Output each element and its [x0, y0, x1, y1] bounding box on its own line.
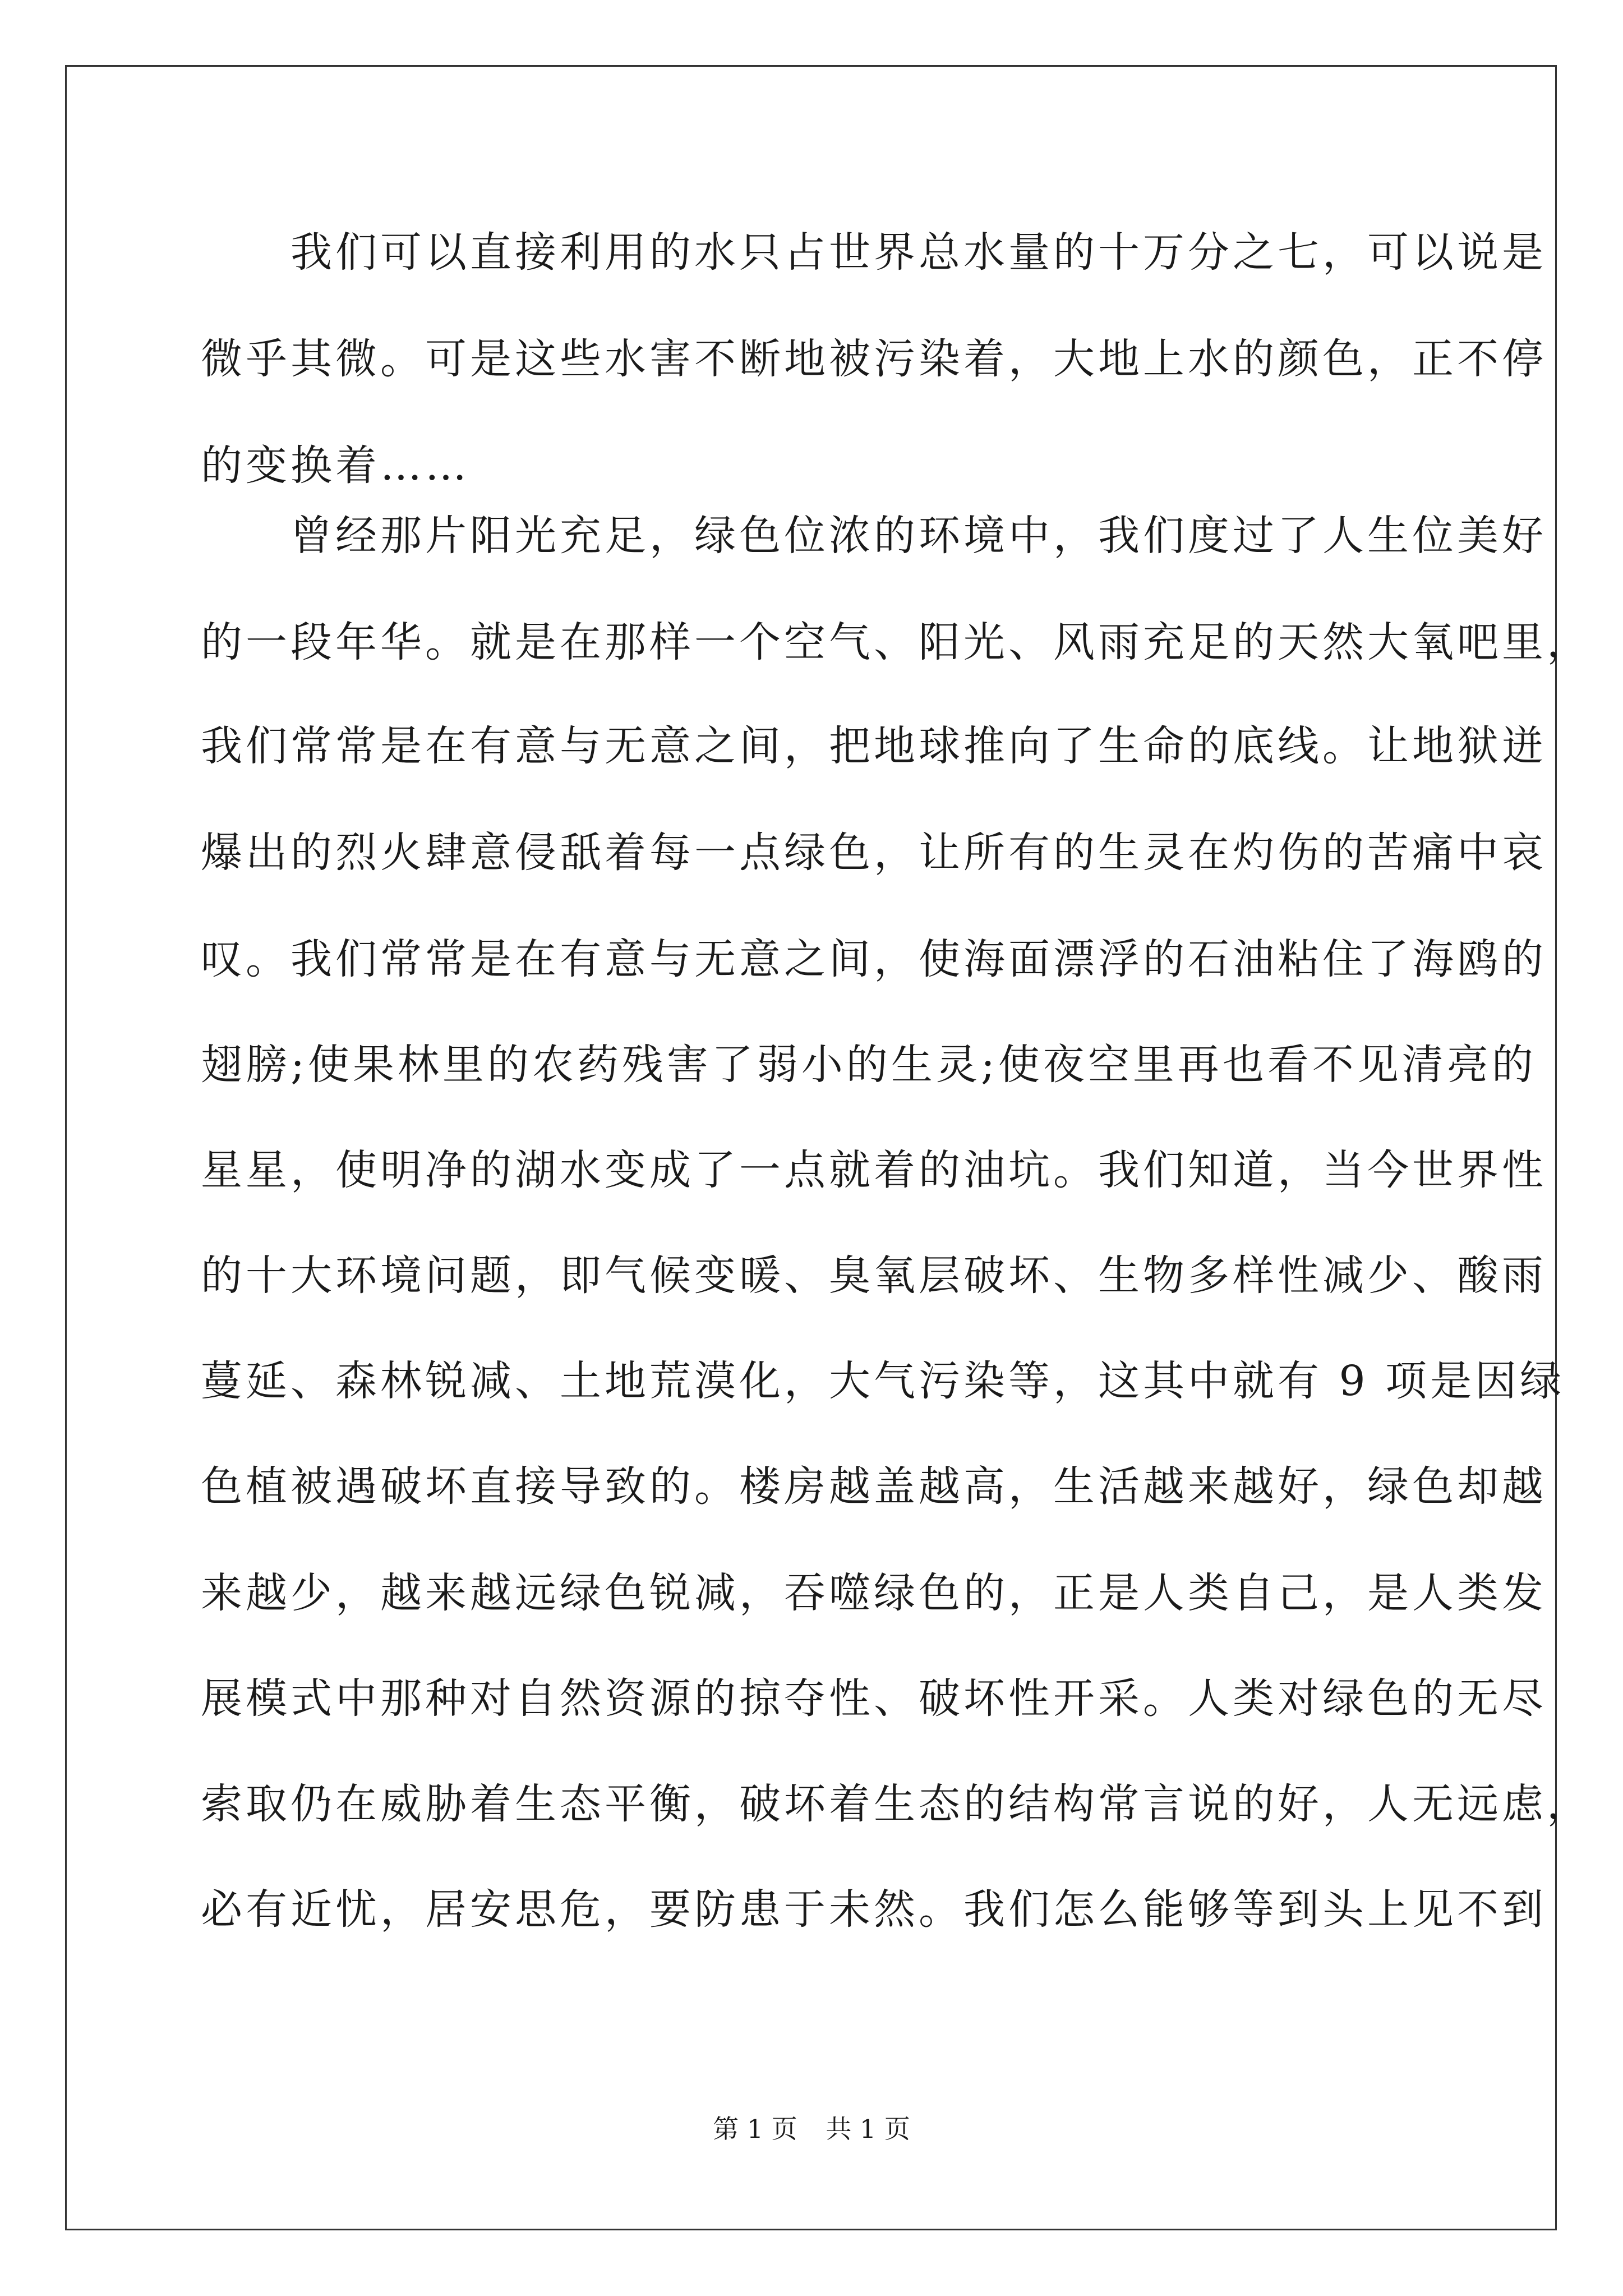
text-line: 索取仍在威胁着生态平衡，破坏着生态的结构常言说的好，人无远虑， — [201, 1780, 1592, 1828]
text-line: 曾经那片阳光充足，绿色位浓的环境中，我们度过了人生位美好 — [201, 512, 1547, 560]
text-line: 翅膀;使果林里的农药残害了弱小的生灵;使夜空里再也看不见清亮的 — [201, 1041, 1537, 1089]
text-line: 爆出的烈火肆意侵舐着每一点绿色，让所有的生灵在灼伤的苦痛中哀 — [201, 829, 1547, 877]
text-line: 我们常常是在有意与无意之间，把地球推向了生命的底线。让地狱迸 — [201, 722, 1547, 770]
text-line: 星星，使明净的湖水变成了一点就着的油坑。我们知道，当今世界性 — [201, 1146, 1547, 1194]
page-number: 第 1 页 — [713, 2114, 797, 2144]
text-line: 的一段年华。就是在那样一个空气、阳光、风雨充足的天然大氧吧里， — [201, 618, 1592, 666]
page-total: 共 1 页 — [826, 2114, 910, 2144]
text-line: 色植被遇破坏直接导致的。楼房越盖越高，生活越来越好，绿色却越 — [201, 1462, 1547, 1511]
page-footer — [0, 2112, 1623, 2146]
text-line: 来越少，越来越远绿色锐减，吞噬绿色的，正是人类自己，是人类发 — [201, 1569, 1547, 1617]
text-line: 的十大环境问题，即气候变暖、臭氧层破坏、生物多样性减少、酸雨 — [201, 1251, 1547, 1300]
text-line: 必有近忧，居安思危，要防患于未然。我们怎么能够等到头上见不到 — [201, 1885, 1547, 1934]
text-line: 蔓延、森林锐减、土地荒漠化，大气污染等，这其中就有 9 项是因绿 — [201, 1357, 1565, 1405]
text-line: 的变换着…… — [201, 441, 470, 490]
text-line: 叹。我们常常是在有意与无意之间，使海面漂浮的石油粘住了海鸥的 — [201, 935, 1547, 983]
text-line: 微乎其微。可是这些水害不断地被污染着，大地上水的颜色，正不停 — [201, 335, 1547, 383]
text-line: 我们可以直接利用的水只占世界总水量的十万分之七，可以说是 — [201, 228, 1547, 277]
text-line: 展模式中那种对自然资源的掠夺性、破坏性开采。人类对绿色的无尽 — [201, 1674, 1547, 1723]
